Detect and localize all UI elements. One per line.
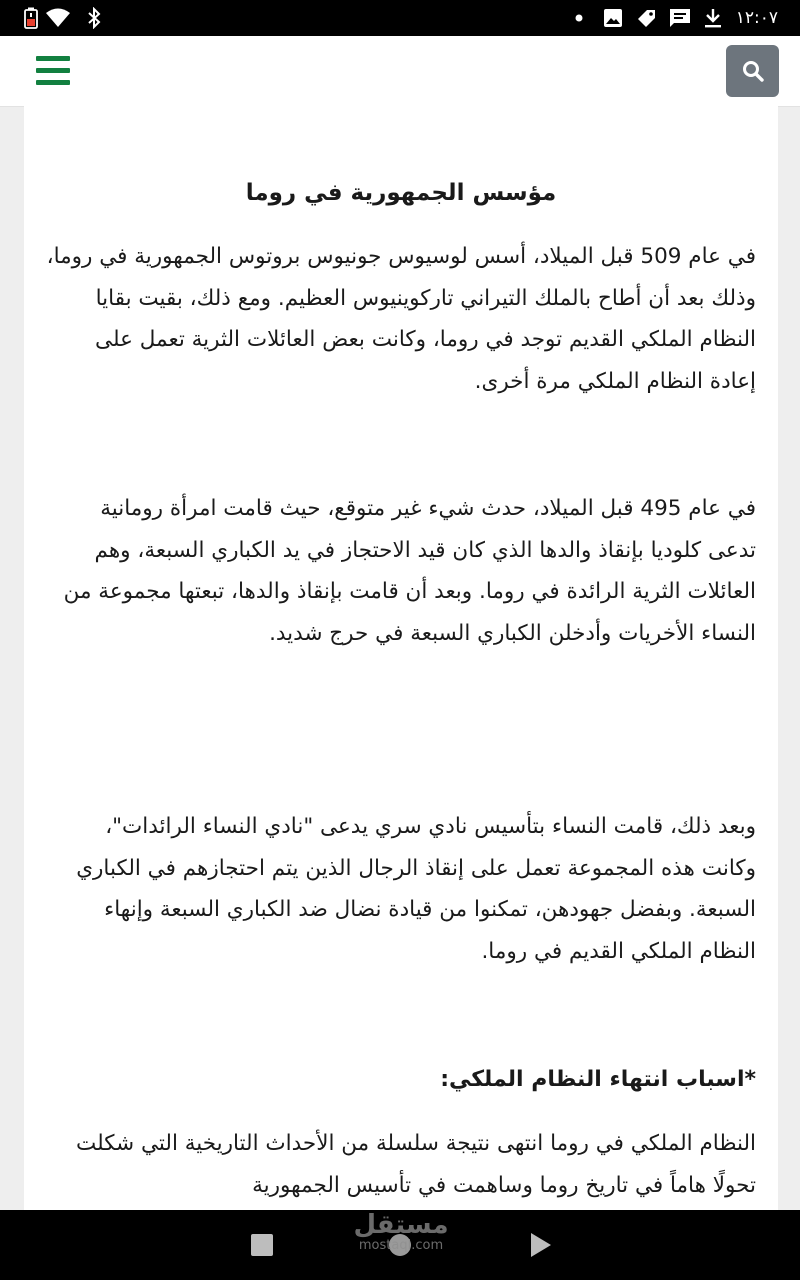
watermark-domain: mostaql.com: [358, 1238, 444, 1253]
article-paragraph: النظام الملكي في روما انتهى نتيجة سلسلة من الأحداث التاريخية التي شكلت تحولًا هاماً في تاريخ روما وساهمت في تأسيس الجمهورية: [76, 1131, 756, 1198]
hamburger-menu-icon[interactable]: [30, 52, 74, 90]
article-paragraph: في عام 495 قبل الميلاد، حدث شيء غير متوقع، حيث قامت امرأة رومانية تدعى كلوديا بإنقاذ والدها الذي كان قيد الاحتجاز في يد الكباري السبعة، وهم العائلات الثرية الرائدة في روما. وبعد أن قامت بإنقاذ والدها، تبعتها مجموعة من النساء الأخريات وأدخلن الكباري السبعة في حرج شديد.: [63, 496, 756, 646]
wifi-icon: [44, 0, 72, 36]
status-bar: [0, 0, 800, 36]
download-icon: [700, 0, 726, 36]
search-icon: [741, 59, 765, 83]
site-watermark: [346, 1212, 456, 1258]
article-paragraph: في عام 509 قبل الميلاد، أسس لوسيوس جونيوس بروتوس الجمهورية في روما، وذلك بعد أن أطاح بالملك التيراني تاركوينيوس العظيم. ومع ذلك، بقيت بقايا النظام الملكي القديم توجد في روما، وكانت بعض العائلات الثرية تعمل على إعادة النظام الملكي مرة أخرى.: [46, 244, 756, 394]
article-card: [24, 106, 778, 1210]
watermark-name: مستقل: [353, 1210, 449, 1240]
battery-alert-icon: [20, 0, 42, 36]
image-icon: [600, 0, 626, 36]
back-triangle-icon[interactable]: [520, 1210, 560, 1280]
bluetooth-icon: [84, 0, 104, 36]
article-paragraph: وبعد ذلك، قامت النساء بتأسيس نادي سري يدعى "نادي النساء الرائدات"، وكانت هذه المجموعة تعمل على إنقاذ الرجال الذين يتم احتجازهم في الكباري السبعة. وبفضل جهودهن، تمكنوا من قيادة نضال ضد الكباري السبعة وإنهاء النظام الملكي القديم في روما.: [76, 814, 756, 964]
tag-icon: [632, 0, 660, 36]
notification-dot-icon: [572, 0, 586, 36]
site-header: [0, 36, 800, 107]
search-button[interactable]: [726, 45, 779, 97]
article-subheading: *اسباب انتهاء النظام الملكي:: [440, 1067, 756, 1092]
message-icon: [665, 0, 695, 36]
article-title: مؤسس الجمهورية في روما: [245, 180, 557, 206]
recents-square-icon[interactable]: [240, 1210, 284, 1280]
status-clock: ١٢:٠٧: [735, 8, 778, 28]
